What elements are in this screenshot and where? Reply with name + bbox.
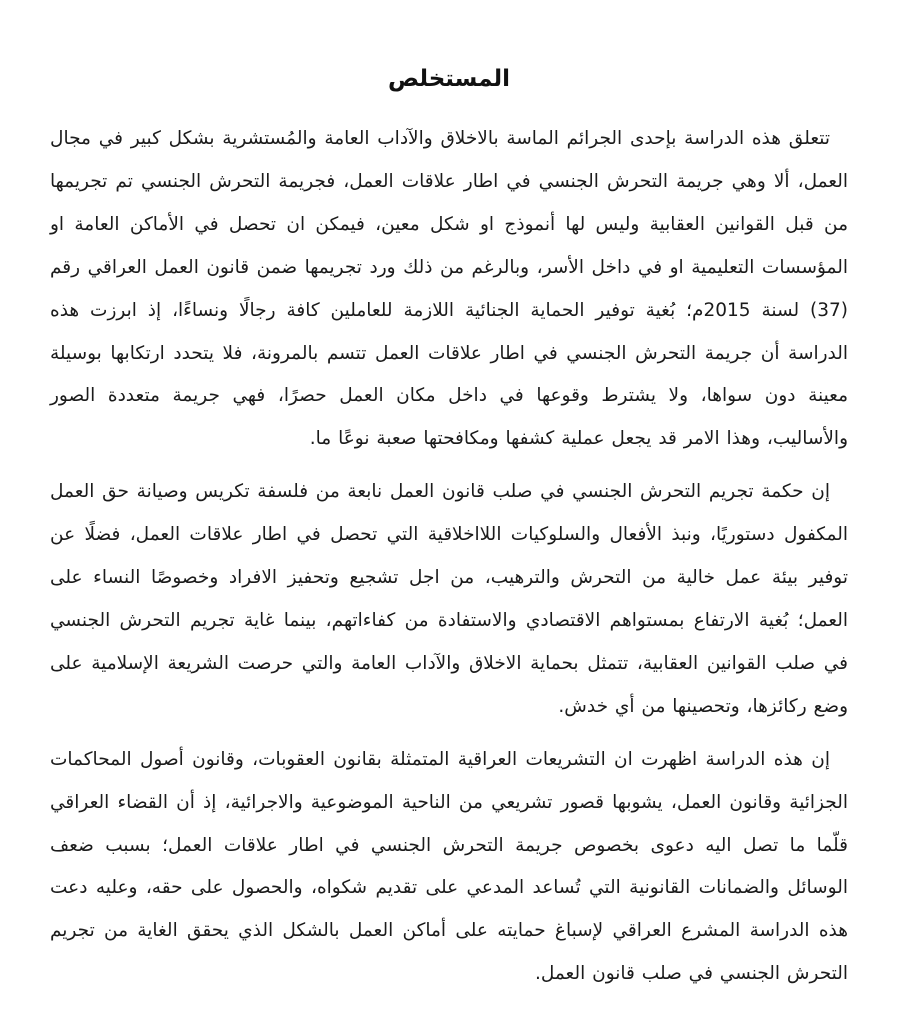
page-title: المستخلص xyxy=(387,66,511,92)
abstract-paragraph-1: تتعلق هذه الدراسة بإحدى الجرائم الماسة بالاخلاق والآداب العامة والمُستشرية بشكل كبير في مجال العمل، ألا وهي جريمة التحرش الجنسي في اطار علاقات العمل، فجريمة التحرش الجنسي تم تجريمها من قبل القوانين العقابية وليس لها أنموذج او شكل معين، فيمكن ان تحصل في الأماكن العامة او المؤسسات التعليمية او في داخل الأسر، وبالرغم من ذلك ورد تجريمها ضمن قانون العمل العراقي رقم (37) لسنة 2015م؛ بُغية توفير الحماية الجنائية اللازمة للعاملين كافة رجالًا ونساءًا، إذ ابرزت هذه الدراسة أن جريمة التحرش الجنسي في اطار علاقات العمل تتسم بالمرونة، فلا يتحدد ارتكابها بوسيلة معينة دون سواها، ولا يشترط وقوعها في داخل مكان العمل حصرًا، فهي جريمة متعددة الصور والأساليب، وهذا الامر قد يجعل عملية كشفها ومكافحتها صعبة نوعًا ما. xyxy=(50,128,848,450)
abstract-paragraph-2: إن حكمة تجريم التحرش الجنسي في صلب قانون العمل نابعة من فلسفة تكريس وصيانة حق العمل المكفول دستوريًا، ونبذ الأفعال والسلوكيات اللااخلاقية التي تحصل في اطار علاقات العمل، فضلًا عن توفير بيئة عمل خالية من التحرش والترهيب، من اجل تشجيع وتحفيز الافراد وخصوصًا النساء على العمل؛ بُغية الارتفاع بمستواهم الاقتصادي والاستفادة من كفاءاتهم، بينما غاية تجريم التحرش الجنسي في صلب القوانين العقابية، تتمثل بحماية الاخلاق والآداب العامة والتي حرصت الشريعة الإسلامية على وضع ركائزها، وتحصينها من أي خدش. xyxy=(50,481,848,717)
abstract-paragraph-3: إن هذه الدراسة اظهرت ان التشريعات العراقية المتمثلة بقانون العقوبات، وقانون أصول المحاكمات الجزائية وقانون العمل، يشوبها قصور تشريعي من الناحية الموضوعية والاجرائية، إذ أن القضاء العراقي قلّما ما تصل اليه دعوى بخصوص جريمة التحرش الجنسي في اطار علاقات العمل؛ بسبب ضعف الوسائل والضمانات القانونية التي تُساعد المدعي على تقديم شكواه، والحصول على حقه، وعليه دعت هذه الدراسة المشرع العراقي لإسباغ حمايته على أماكن العمل بالشكل الذي يحقق الغاية من تجريم التحرش الجنسي في صلب قانون العمل. xyxy=(50,748,848,985)
